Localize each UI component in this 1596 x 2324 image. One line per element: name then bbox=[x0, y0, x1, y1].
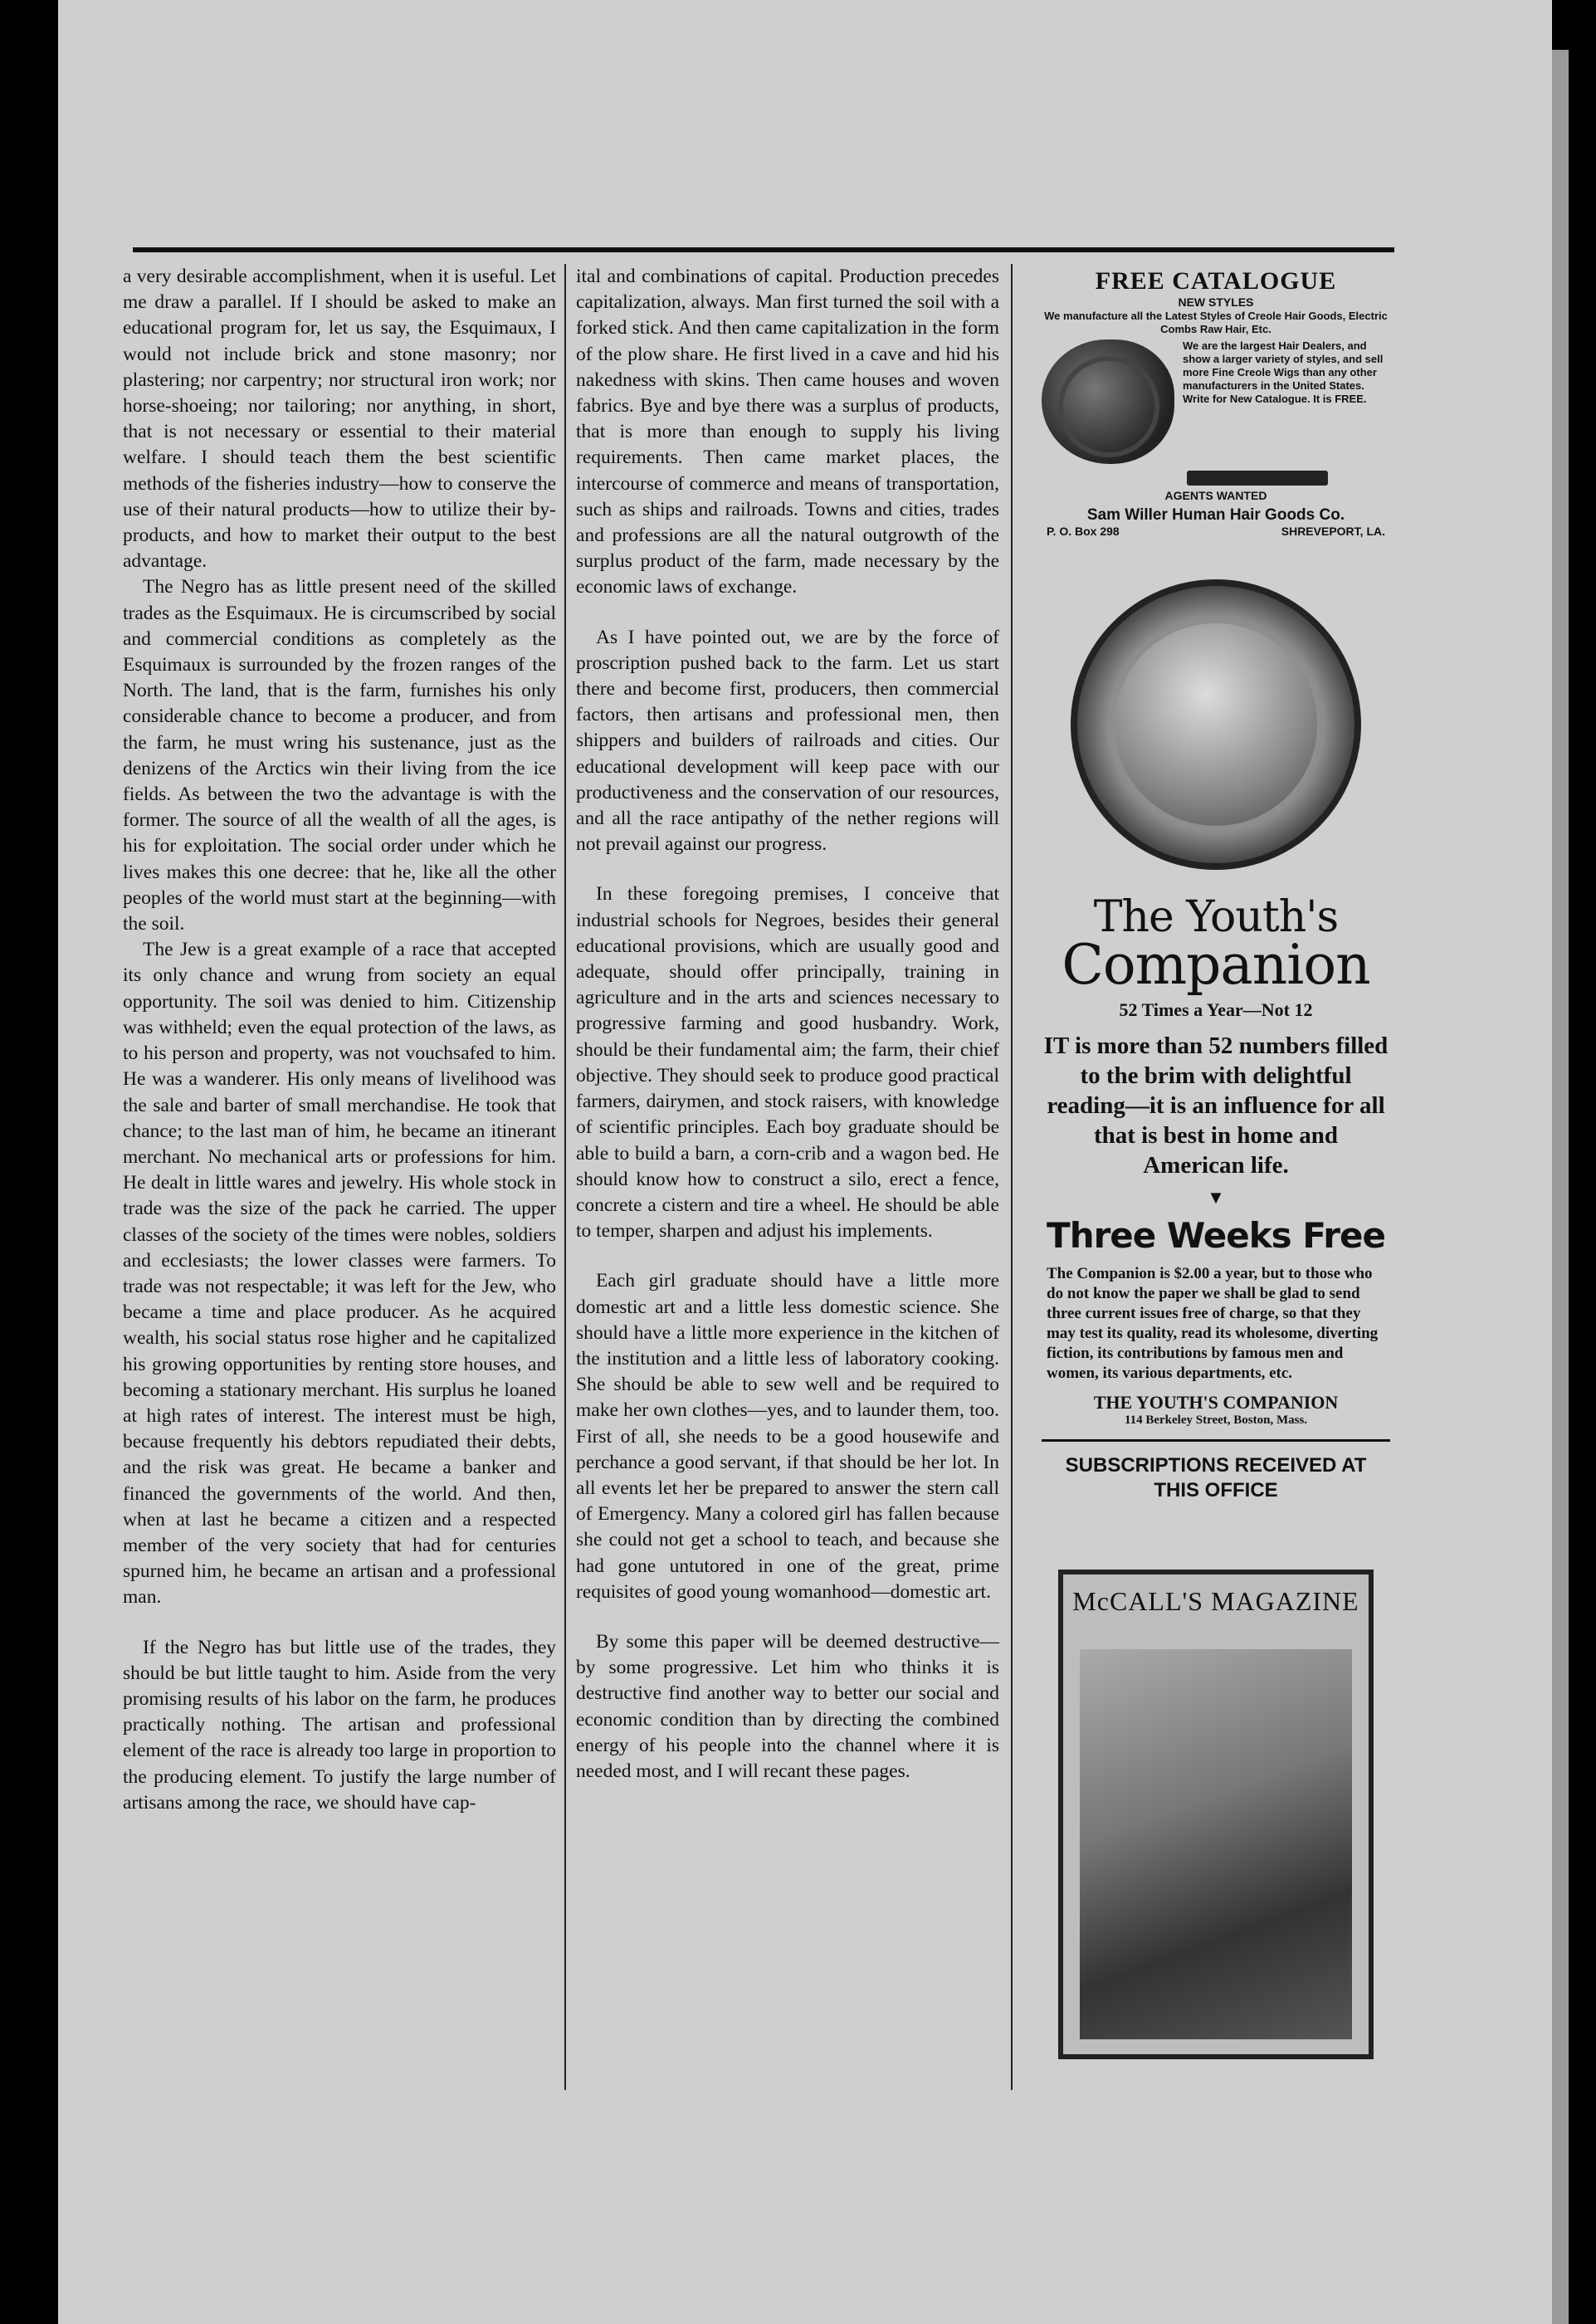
woman-illustration bbox=[1080, 1649, 1352, 2039]
column-divider bbox=[564, 264, 566, 2090]
ad-box: P. O. Box 298 bbox=[1047, 525, 1120, 538]
paragraph: In these foregoing premises, I conceive that industrial schools for Negroes, besides their general educational provisions, which are usually good and adequate, should offer principally, training in agriculture and in the arts and sciences necessary to progressive farming and good husbandry. Work, should be their fundamental aim; the farm, their chief objective. They should seek to produce good practical farmers, dairymen, and stock raisers, with knowledge of scientific principles. Each boy graduate should be able to build a barn, a corn-crib and a wagon bed. He should know how to construct a silo, erect a fence, concrete a cistern and tire a wheel. He should be able to temper, sharpen and adjust his implements. bbox=[576, 883, 999, 1243]
article-column-left bbox=[123, 264, 556, 1816]
ad-title-line: The Youth's bbox=[1093, 892, 1339, 942]
illustration-inner bbox=[1115, 623, 1317, 826]
ad-frequency: 52 Times a Year—Not 12 bbox=[1119, 999, 1313, 1020]
ad-title-line: Companion bbox=[1062, 933, 1370, 997]
paragraph: By some this paper will be deemed destructive—by some progressive. Let him who thinks it is destructive find another way to better our social and economic condition than by directing the combined energy of his people into the channel where it is needed most, and I will recant these pages. bbox=[576, 1630, 999, 1782]
ad-city: SHREVEPORT, LA. bbox=[1281, 525, 1385, 538]
ad-body: IT is more than 52 numbers filled to the brim with delightful reading—it is an influence for all that is best in home and American life. bbox=[1043, 1033, 1389, 1179]
paragraph: The Negro has as little present need of the skilled trades as the Esquimaux. He is circumscribed by social and commercial conditions as completely as the Esquimaux is surrounded by the frozen ranges of the North. The land, that is the farm, furnishes his only considerable chance to become a producer, and from the farm, he must wring his sustenance, just as the denizens of the Arctics win their living from the ice fields. As between the two the advantage is with the former. The source of all the wealth of all the ages, is his for exploitation. The social order under which he lives makes this one decree: that he, like all the other peoples of the world must start at the beginning—with the soil. bbox=[123, 576, 556, 935]
wig-illustration bbox=[1042, 339, 1174, 464]
comb-illustration bbox=[1187, 471, 1328, 486]
ad-title: FREE CATALOGUE bbox=[1095, 267, 1337, 295]
divider bbox=[1042, 1439, 1390, 1442]
family-reading-illustration bbox=[1071, 579, 1361, 870]
ad-title bbox=[1042, 892, 1390, 997]
paragraph: The Jew is a great example of a race that accepted its only chance and wrung from society an equal opportunity. The soil was denied to him. Citizenship was withheld; even the equal protection of the laws, as to his person and property, was not vouchsafed to him. He was a wanderer. His only means of livelihood was the sale and barter of small merchandise. He took that chance; to the last man of him, he became an itinerant merchant. No mechanical arts or professions for him. He dealt in little wares and jewelry. His whole stock in trade was the size of the pack he carried. The upper classes of the society of the times were nobles, soldiers and ecclesiasts; the lower classes were farmers. To trade was not respectable; it was left for the Jew, who became a time and place producer. As he acquired wealth, his social status rose higher and he capitalized his growing opportunities by renting store houses, and becoming a stationary merchant. His surplus he loaned at high rates of interest. The interest must be high, because frequently his debtors repudiated their debts, and the risk was great. He became a banker and financed the governments of the world. And then, when at last he became a citizen and a respected member of the very society that had for centuries spurned him, he became an artisan and a professional man. bbox=[123, 939, 556, 1609]
paragraph: ital and combinations of capital. Production precedes capitalization, always. Man first turned the soil with a forked stick. And then came capitalization in the form of the plow share. He first lived in a cave and hid his nakedness with skins. Then came houses and woven fabrics. Bye and bye there was a surplus of products, that is more than enough to supply his living requirements. Then came market places, the intercourse of commerce and means of transportation, such as ships and railroads. Towns and cities, trades and professions are all the natural outgrowth of the surplus product of the farm, made necessary by the economic laws of exchange. bbox=[576, 266, 999, 598]
ad-address: 114 Berkeley Street, Boston, Mass. bbox=[1124, 1413, 1308, 1427]
ad-firm: THE YOUTH'S COMPANION bbox=[1093, 1392, 1339, 1413]
ad-offer: Three Weeks Free bbox=[1047, 1215, 1385, 1256]
ad-firm: Sam Willer Human Hair Goods Co. bbox=[1086, 506, 1345, 524]
page-edge bbox=[1552, 50, 1569, 2324]
youths-companion-advertisement bbox=[1042, 579, 1390, 1503]
paragraph: Each girl graduate should have a little more domestic art and a little less domestic science. She should have a little more experience in the kitchen of the institution and a little less of laboratory cooking. She should be able to sew well and be required to make her own clothes—yes, and to launder them, too. First of all, she needs to be a good housewife and perchance a good servant, if that should be her lot. In all events let her be prepared to answer the stern call of Emergency. Many a colored girl has fallen because she could not get a school to teach, and because she had gone untutored in one of the great, prime requisites of good young womanhood—domestic art. bbox=[576, 1270, 999, 1603]
paragraph: If the Negro has but little use of the trades, they should be but little taught to him. Aside from the very promising results of his labor on the farm, he produces practically nothing. The artisan and professional element of the race is already too large in proportion to the producing element. To justify the large number of artisans among the race, we should have cap- bbox=[123, 1636, 556, 1814]
paragraph: As I have pointed out, we are by the force of proscription pushed back to the farm. Let us start there and become first, producers, then commercial factors, then artisans and professional men, then shippers and builders of railroads and cities. Our educational development will keep pace with our productiveness and the conservation of our resources, and all the race antipathy of the nether regions will not prevail against our progress. bbox=[576, 626, 999, 856]
ad-title: McCALL'S MAGAZINE bbox=[1072, 1586, 1359, 1616]
subscriptions-notice: SUBSCRIPTIONS RECEIVED AT THIS OFFICE bbox=[1065, 1454, 1367, 1501]
ad-text: We manufacture all the Latest Styles of Creole Hair Goods, Electric Combs Raw Hair, Etc. bbox=[1044, 310, 1388, 335]
advertisement-column bbox=[1042, 264, 1390, 2059]
paragraph: a very desirable accomplishment, when it is useful. Let me draw a parallel. If I should be asked to make an educational program for, let us say, the Esquimaux, I would not include brick and stone masonry; nor plastering; nor carpentry; nor structural iron work; nor horse-shoeing; nor tailoring; nor anything, in short, that is not necessary or essential to their material welfare. I should teach them the best scientific methods of the fisheries industry—how to conserve the use of their natural products—how to utilize their by-products, and how to market their output to the best advantage. bbox=[123, 266, 556, 573]
article-column-middle bbox=[576, 264, 999, 1784]
ad-text: We are the largest Hair Dealers, and show a larger variety of styles, and sell more Fine Creole Wigs than any other manufacturers in the United States. Write for New Catalogue. It is FREE. bbox=[1183, 339, 1384, 405]
ad-agents: AGENTS WANTED bbox=[1164, 489, 1267, 502]
wig-advertisement bbox=[1042, 267, 1390, 538]
mccalls-magazine-advertisement bbox=[1058, 1570, 1374, 2059]
top-rule bbox=[133, 247, 1394, 252]
wig-row bbox=[1042, 339, 1390, 464]
column-divider bbox=[1011, 264, 1013, 2090]
ad-text: The Companion is $2.00 a year, but to those who do not know the paper we shall be glad to send three current issues free of charge, so that they may test its quality, read its wholesome, diverting fiction, its contributions by famous men and women, its various departments, etc. bbox=[1047, 1265, 1379, 1382]
triangle-marker-icon: ▼ bbox=[1207, 1187, 1225, 1208]
ad-address bbox=[1042, 525, 1390, 538]
ad-subtitle: NEW STYLES bbox=[1178, 295, 1254, 309]
